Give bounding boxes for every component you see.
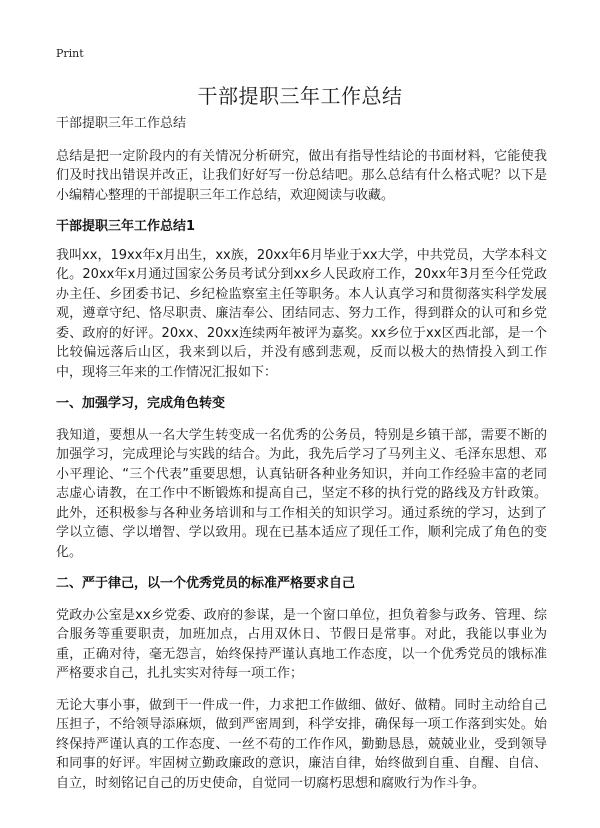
spacer — [56, 684, 547, 696]
part2-heading: 二、严于律己，以一个优秀党员的标准严格要求自己 — [56, 576, 356, 591]
spacer — [56, 594, 547, 606]
print-link[interactable]: Print — [56, 47, 84, 60]
part1-paragraph: 我知道，要想从一名大学生转变成一名优秀的公务员，特别是乡镇干部，需要不断的加强学习，完成理论与实践的结合。为此，我先后学习了马列主义、毛泽东思想、邓小平理论、“三个代表”重要思想，认真钻研各种业务知识，并向工作经验丰富的老同志虚心请教，在工作中不断锻炼和提高自己，坚定不移的执行党的路线及方针政策。此外，还积极参与各种业务培训和与工作相关的知识学习。通过系统的学习，达到了学以立德、学以增智、学以致用。现在已基本适应了现任工作，顺利完成了角色的变化。 — [56, 427, 547, 560]
document-subtitle: 干部提职三年工作总结 — [56, 116, 187, 131]
document-body — [56, 114, 547, 793]
spacer — [56, 205, 547, 217]
spacer — [56, 237, 547, 246]
section1-heading: 干部提职三年工作总结1 — [56, 219, 196, 234]
section1-paragraph: 我叫xx，19xx年x月出生，xx族，20xx年6月毕业于xx大学，中共党员，大学本科文化。20xx年x月通过国家公务员考试分到xx乡人民政府工作，20xx年3月至今任党政办主任、乡团委书记、乡纪检监察室主任等职务。本人认真学习和贯彻落实科学发展观，遵章守纪、恪尽职责、廉洁奉公、团结同志、努力工作，得到群众的认可和乡党委、政府的好评。20xx、20xx连续两年被评为嘉奖。xx乡位于xx区西北部，是一个比较偏远落后山区，我来到以后，并没有感到悲观，反而以极大的热情投入到工作中，现将三年来的工作情况汇报如下： — [56, 247, 547, 380]
spacer — [56, 562, 547, 574]
spacer — [56, 382, 547, 394]
document-title: 干部提职三年工作总结 — [197, 84, 403, 108]
part2-paragraph-2: 无论大事小事，做到干一件成一件，力求把工作做细、做好、做精。同时主动给自己压担子，不给领导添麻烦，做到严密周到，科学安排，确保每一项工作落到实处。始终保持严谨认真的工作态度、一丝不苟的工作作风，勤勤恳恳，兢兢业业，受到领导和同事的好评。牢固树立勤政廉政的意识，廉洁自律，始终做到自重、自醒、自信、自立，时刻铭记自己的历史使命，自觉同一切腐朽思想和腐败行为作斗争。 — [56, 697, 547, 791]
spacer — [56, 414, 547, 426]
intro-paragraph: 总结是把一定阶段内的有关情况分析研究，做出有指导性结论的书面材料，它能使我们及时找出错误并改正，让我们好好写一份总结吧。那么总结有什么格式呢？以下是小编精心整理的干部提职三年工作总结，欢迎阅读与收藏。 — [56, 148, 547, 203]
part1-heading: 一、加强学习，完成角色转变 — [56, 396, 226, 411]
part2-paragraph-1: 党政办公室是xx乡党委、政府的参谋，是一个窗口单位，担负着参与政务、管理、综合服务等重要职责，加班加点，占用双休日、节假日是常事。对此，我能以事业为重，正确对待，毫无怨言，始终保持严谨认真地工作态度，以一个优秀党员的饿标准严格要求自己，扎扎实实对待每一项工作； — [56, 607, 547, 681]
